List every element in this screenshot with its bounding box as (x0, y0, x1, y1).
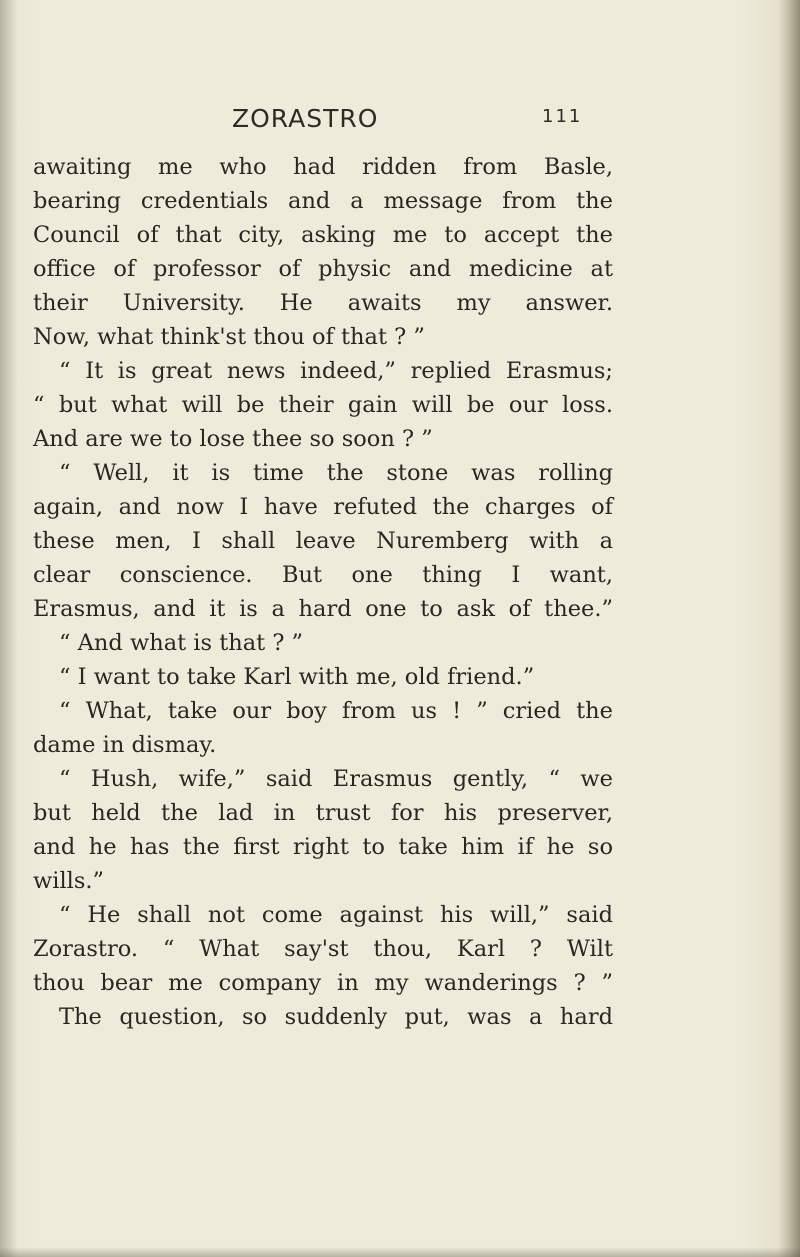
text-line: office of professor of physic and medicine at (33, 256, 613, 282)
text-line: their University. He awaits my answer. (33, 290, 613, 316)
text-line: Council of that city, asking me to accept the (33, 222, 613, 248)
text-line: clear conscience. But one thing I want, (33, 562, 613, 588)
text-line: Zorastro. “ What say'st thou, Karl ? Wilt (33, 936, 613, 962)
text-line: Now, what think'st thou of that ? ” (33, 324, 425, 350)
page-gutter-shadow (0, 0, 18, 1257)
text-line: “ Hush, wife,” said Erasmus gently, “ we (59, 766, 613, 792)
text-line: “ I want to take Karl with me, old friend.” (59, 664, 535, 690)
text-line: again, and now I have refuted the charges of (33, 494, 613, 520)
running-title: ZORASTRO (232, 104, 379, 133)
page-number: 111 (542, 106, 583, 127)
text-line: “ It is great news indeed,” replied Erasmus; (59, 358, 613, 384)
text-line: wills.” (33, 868, 105, 894)
text-line: these men, I shall leave Nuremberg with a (33, 528, 613, 554)
text-line: The question, so suddenly put, was a hard (59, 1004, 613, 1030)
page-header (0, 104, 800, 140)
text-line: dame in dismay. (33, 732, 217, 758)
text-line: “ And what is that ? ” (59, 630, 304, 656)
text-line: and he has the first right to take him if he so (33, 834, 613, 860)
text-line: Erasmus, and it is a hard one to ask of thee.” (33, 596, 613, 622)
text-line: “ He shall not come against his will,” said (59, 902, 613, 928)
text-line: “ but what will be their gain will be our loss. (33, 392, 613, 418)
body-text (33, 150, 613, 1034)
text-line: thou bear me company in my wanderings ? ” (33, 970, 613, 996)
text-line: but held the lad in trust for his preserver, (33, 800, 613, 826)
page-edge-shadow (778, 0, 800, 1257)
text-line: bearing credentials and a message from the (33, 188, 613, 214)
text-line: And are we to lose thee so soon ? ” (33, 426, 433, 452)
text-line: “ Well, it is time the stone was rolling (59, 460, 613, 486)
text-line: “ What, take our boy from us ! ” cried the (59, 698, 613, 724)
page-bottom-shadow (0, 1247, 800, 1257)
text-line: awaiting me who had ridden from Basle, (33, 154, 613, 180)
